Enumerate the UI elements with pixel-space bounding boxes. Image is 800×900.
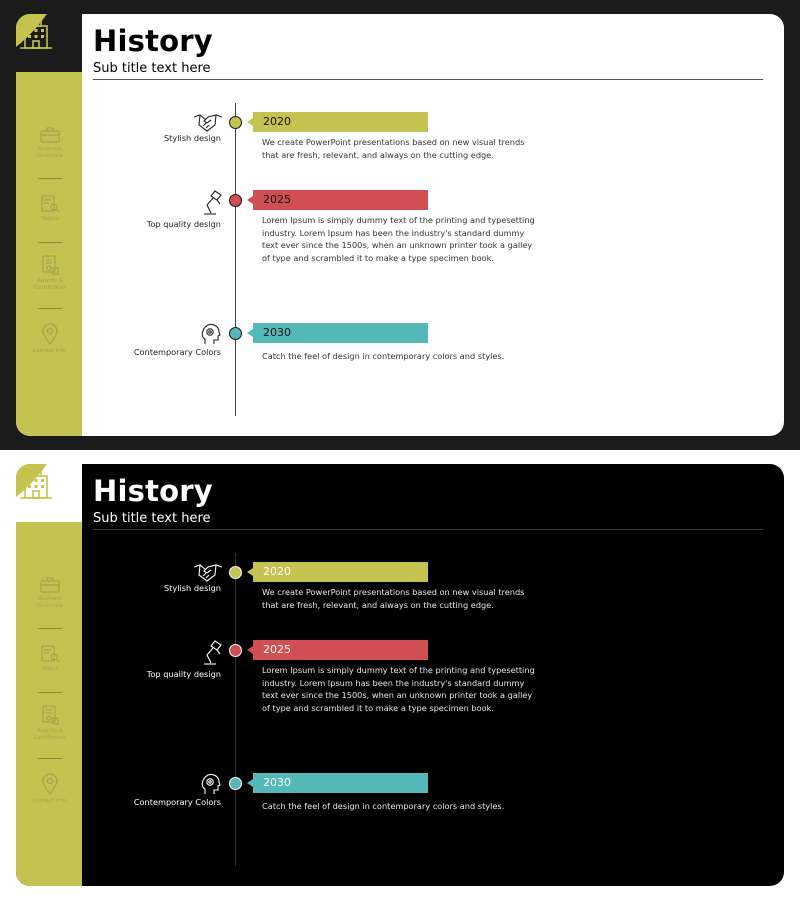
timeline-axis (235, 103, 236, 416)
timeline-node (229, 116, 242, 129)
timeline-node (229, 194, 242, 207)
nav-label: Status (41, 666, 59, 672)
year-bar (253, 323, 428, 343)
building-logo-icon (16, 464, 56, 504)
nav-label: Status (41, 216, 59, 222)
nav-awards[interactable] (22, 704, 78, 742)
page-title: History (93, 474, 213, 508)
page-title: History (93, 24, 213, 58)
magnifier-report-icon (39, 644, 61, 664)
nav-divider (38, 242, 62, 243)
timeline-node (229, 644, 242, 657)
certificate-icon (39, 254, 61, 276)
timeline-node (229, 777, 242, 790)
nav-divider (38, 758, 62, 759)
nav-label: Awards & Certificates (34, 278, 66, 291)
year-label: 2020 (263, 115, 291, 128)
year-label: 2030 (263, 326, 291, 339)
building-logo-icon (16, 14, 56, 54)
certificate-icon (39, 704, 61, 726)
nav-status[interactable] (22, 194, 78, 223)
timeline-label: Top quality design (146, 219, 221, 229)
map-pin-icon (39, 772, 61, 796)
timeline-description: We create PowerPoint presentations based on new visual trends that are fresh, relevant, and always on the cutting edge. (262, 587, 525, 610)
timeline-label: Contemporary Colors (133, 347, 221, 357)
handshake-icon (193, 561, 223, 583)
sidebar (16, 14, 82, 436)
timeline-description: Catch the feel of design in contemporary colors and styles. (262, 351, 505, 361)
timeline-description: Lorem Ipsum is simply dummy text of the printing and typesetting industry. Lorem Ipsum has been the industry's standard dummy text ever since the 1500s, when an unknown printer took a galley of type and scrambled it to make a type specimen book. (262, 215, 535, 263)
desk-lamp-icon (199, 639, 225, 667)
nav-business-overview[interactable] (22, 576, 78, 610)
briefcase-icon (39, 576, 61, 594)
nav-divider (38, 628, 62, 629)
nav-divider (38, 692, 62, 693)
timeline-label: Stylish design (163, 583, 221, 593)
head-gear-icon (199, 772, 221, 796)
slide-card (16, 464, 784, 886)
timeline-axis (235, 553, 236, 866)
map-pin-icon (39, 322, 61, 346)
year-bar (253, 773, 428, 793)
nav-business-overview[interactable] (22, 126, 78, 160)
page-subtitle: Sub title text here (93, 511, 211, 526)
timeline-description: We create PowerPoint presentations based on new visual trends that are fresh, relevant, and always on the cutting edge. (262, 137, 525, 160)
year-label: 2025 (263, 643, 291, 656)
desk-lamp-icon (199, 189, 225, 217)
timeline-node (229, 566, 242, 579)
head-gear-icon (199, 322, 221, 346)
year-bar (253, 112, 428, 132)
magnifier-report-icon (39, 194, 61, 214)
timeline-label: Contemporary Colors (133, 797, 221, 807)
timeline-label: Stylish design (163, 133, 221, 143)
nav-label: Awards & Certificates (34, 728, 66, 741)
nav-status[interactable] (22, 644, 78, 673)
sidebar (16, 464, 82, 886)
year-label: 2025 (263, 193, 291, 206)
timeline-description: Lorem Ipsum is simply dummy text of the printing and typesetting industry. Lorem Ipsum has been the industry's standard dummy text ever since the 1500s, when an unknown printer took a galley of type and scrambled it to make a type specimen book. (262, 665, 535, 713)
nav-divider (38, 308, 62, 309)
header-divider (93, 79, 763, 80)
nav-label: Contact Info. (32, 348, 68, 354)
nav-label: Business Overview (37, 146, 63, 159)
slide-card (16, 14, 784, 436)
nav-contact[interactable] (22, 322, 78, 355)
nav-label: Contact Info. (32, 798, 68, 804)
nav-awards[interactable] (22, 254, 78, 292)
year-bar (253, 562, 428, 582)
slide-dark (0, 450, 800, 900)
year-bar (253, 640, 428, 660)
nav-label: Business Overview (37, 596, 63, 609)
nav-divider (38, 178, 62, 179)
timeline-node (229, 327, 242, 340)
timeline-label: Top quality design (146, 669, 221, 679)
handshake-icon (193, 111, 223, 133)
page-subtitle: Sub title text here (93, 61, 211, 76)
timeline-description: Catch the feel of design in contemporary colors and styles. (262, 801, 505, 811)
year-bar (253, 190, 428, 210)
briefcase-icon (39, 126, 61, 144)
header-divider (93, 529, 763, 530)
year-label: 2020 (263, 565, 291, 578)
nav-contact[interactable] (22, 772, 78, 805)
year-label: 2030 (263, 776, 291, 789)
